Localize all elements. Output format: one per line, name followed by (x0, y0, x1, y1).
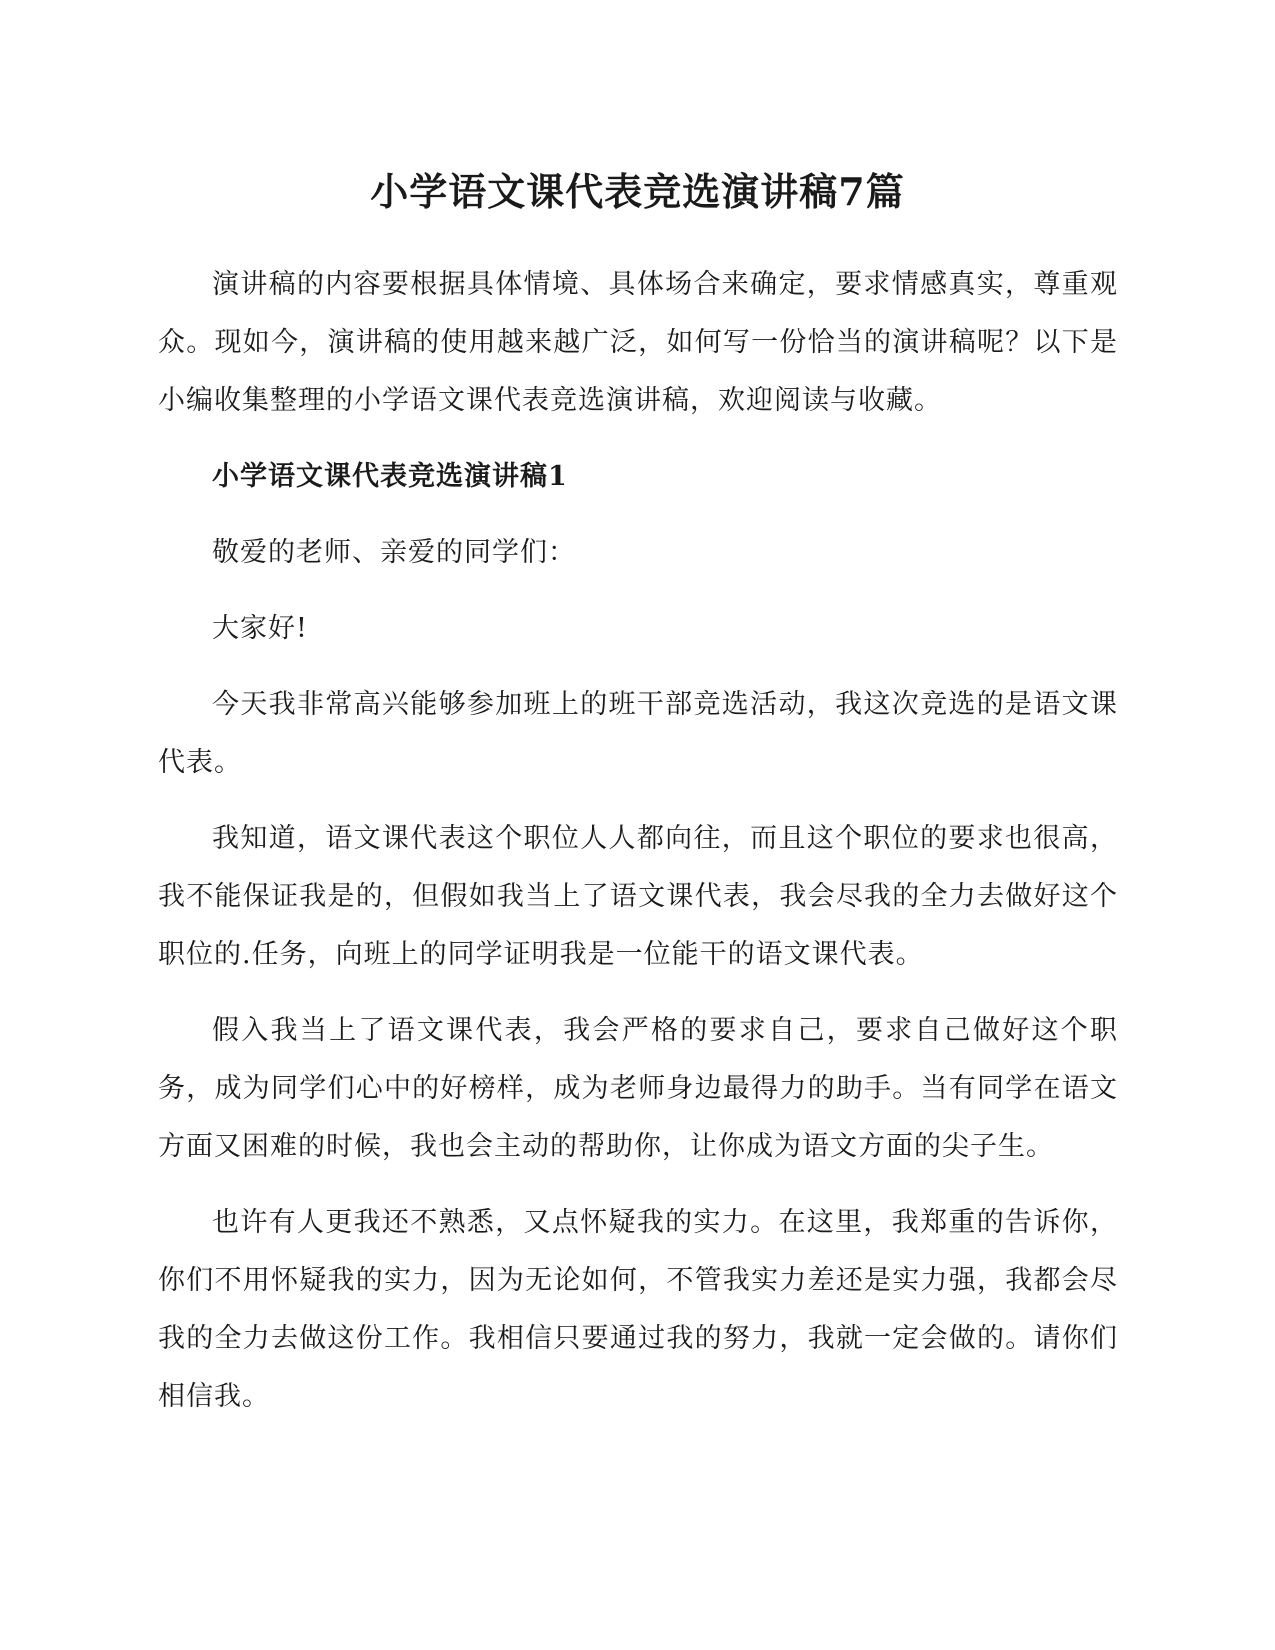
document-body (158, 256, 1118, 1444)
greeting: 大家好! (212, 613, 308, 644)
section-heading: 小学语文课代表竞选演讲稿1 (212, 461, 568, 492)
document-title: 小学语文课代表竞选演讲稿7篇 (370, 169, 905, 214)
body-paragraph: 也许有人更我还不熟悉，又点怀疑我的实力。在这里，我郑重的告诉你，你们不用怀疑我的实力，因为无论如何，不管我实力差还是实力强，我都会尽我的全力去做这份工作。我相信只要通过我的努力，我就一定会做的。请你们相信我。 (158, 1207, 1118, 1412)
body-paragraph: 我知道，语文课代表这个职位人人都向往，而且这个职位的要求也很高，我不能保证我是的，但假如我当上了语文课代表，我会尽我的全力去做好这个职位的.任务，向班上的同学证明我是一位能干的语文课代表。 (158, 823, 1118, 970)
body-paragraph: 假入我当上了语文课代表，我会严格的要求自己，要求自己做好这个职务，成为同学们心中的好榜样，成为老师身边最得力的助手。当有同学在语文方面又困难的时候，我也会主动的帮助你，让你成为语文方面的尖子生。 (158, 1015, 1118, 1162)
salutation: 敬爱的老师、亲爱的同学们： (212, 537, 576, 568)
body-paragraph: 今天我非常高兴能够参加班上的班干部竞选活动，我这次竞选的是语文课代表。 (158, 689, 1118, 778)
intro-paragraph: 演讲稿的内容要根据具体情境、具体场合来确定，要求情感真实，尊重观众。现如今，演讲稿的使用越来越广泛，如何写一份恰当的演讲稿呢？以下是小编收集整理的小学语文课代表竞选演讲稿，欢迎阅读与收藏。 (158, 269, 1118, 416)
